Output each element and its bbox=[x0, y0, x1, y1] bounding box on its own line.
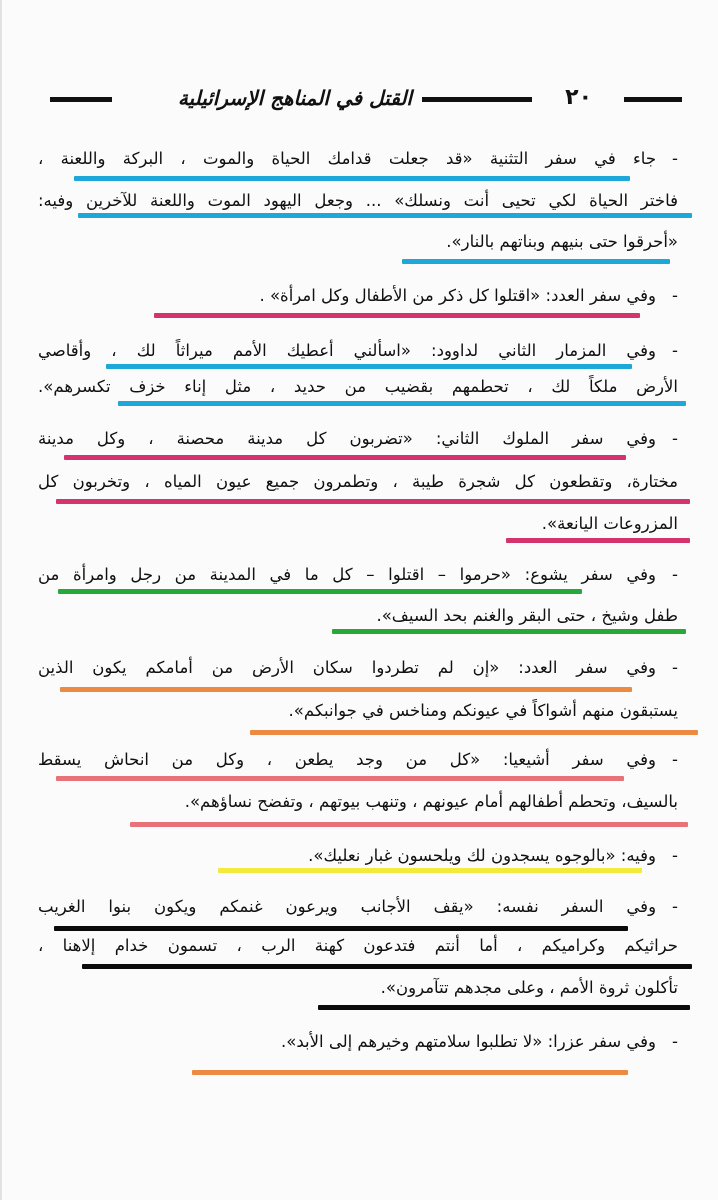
text-line: طفل وشيخ ، حتى البقر والغنم بحد السيف». bbox=[376, 606, 678, 625]
text-line: فاختر الحياة لكي تحيى أنت ونسلك» ... وجعل اليهود الموت واللعنة للآخرين وفيه: bbox=[38, 191, 678, 210]
text-line: -وفي سفر أشيعيا: «كل من وجد يطعن ، وكل من انحاش يسقط bbox=[38, 750, 678, 769]
highlight-underline bbox=[318, 1005, 690, 1010]
bullet-dash: - bbox=[672, 565, 678, 584]
text-line: تأكلون ثروة الأمم ، وعلى مجدهم تتآمرون». bbox=[380, 978, 678, 997]
text-line: الأرض ملكاً لك ، تحطمهم بقضيب من حديد ، مثل إناء خزف تكسرهم». bbox=[38, 377, 678, 396]
bullet-dash: - bbox=[672, 750, 678, 769]
highlight-underline bbox=[506, 538, 690, 543]
highlight-underline bbox=[402, 259, 670, 264]
highlight-underline bbox=[118, 401, 686, 406]
bullet-dash: - bbox=[672, 341, 678, 360]
bullet-dash: - bbox=[672, 429, 678, 448]
header-rule-right bbox=[624, 97, 682, 102]
bullet-dash: - bbox=[672, 658, 678, 677]
highlight-underline bbox=[58, 589, 582, 594]
page-title: القتل في المناهج الإسرائيلية bbox=[177, 86, 412, 110]
highlight-underline bbox=[56, 499, 690, 504]
text-line: بالسيف، وتحطم أطفالهم أمام عيونهم ، وتنهب بيوتهم ، وتفضح نساؤهم». bbox=[184, 792, 678, 811]
highlight-underline bbox=[332, 629, 686, 634]
highlight-underline bbox=[64, 455, 626, 460]
highlight-underline bbox=[218, 868, 642, 873]
text-line: -جاء في سفر التثنية «قد جعلت قدامك الحياة والموت ، البركة واللعنة ، bbox=[38, 149, 678, 168]
page-number: ٢٠ bbox=[565, 85, 592, 110]
header-rule-middle bbox=[422, 97, 532, 102]
highlight-underline bbox=[82, 964, 692, 969]
highlight-underline bbox=[74, 176, 630, 181]
highlight-underline bbox=[54, 926, 628, 931]
highlight-underline bbox=[250, 730, 698, 735]
text-line: حراثيكم وكراميكم ، أما أنتم فتدعون كهنة الرب ، تسمون خدام إلاهنا ، bbox=[38, 936, 678, 955]
bullet-dash: - bbox=[672, 286, 678, 305]
page-header bbox=[42, 84, 682, 118]
highlight-underline bbox=[192, 1070, 628, 1075]
highlight-underline bbox=[60, 687, 632, 692]
text-line: «أحرقوا حتى بنيهم وبناتهم بالنار». bbox=[446, 232, 678, 251]
bullet-dash: - bbox=[672, 897, 678, 916]
text-line: المزروعات اليانعة». bbox=[541, 514, 678, 533]
text-line: -وفي سفر يشوع: «حرموا – اقتلوا – كل ما في المدينة من رجل وامرأة من bbox=[38, 565, 678, 584]
highlight-underline bbox=[154, 313, 640, 318]
text-line: -وفي سفر العدد: «اقتلوا كل ذكر من الأطفال وكل امرأة» . bbox=[259, 286, 678, 305]
text-line: -وفيه: «بالوجوه يسجدون لك ويلحسون غبار نعليك». bbox=[308, 846, 678, 865]
header-rule-left bbox=[50, 97, 112, 102]
text-line: -وفي المزمار الثاني لداوود: «اسألني أعطيك الأمم ميراثاً لك ، وأقاصي bbox=[38, 341, 678, 360]
bullet-dash: - bbox=[672, 1032, 678, 1051]
text-line: -وفي سفر العدد: «إن لم تطردوا سكان الأرض من أمامكم يكون الذين bbox=[38, 658, 678, 677]
text-line: -وفي السفر نفسه: «يقف الأجانب ويرعون غنمكم ويكون بنوا الغريب bbox=[38, 897, 678, 916]
highlight-underline bbox=[106, 364, 632, 369]
highlight-underline bbox=[78, 213, 692, 218]
highlight-underline bbox=[130, 822, 688, 827]
bullet-dash: - bbox=[672, 846, 678, 865]
bullet-dash: - bbox=[672, 149, 678, 168]
text-line: يستبقون منهم أشواكاً في عيونكم ومناخس في جوانبكم». bbox=[288, 701, 678, 720]
highlight-underline bbox=[56, 776, 624, 781]
text-line: -وفي سفر الملوك الثاني: «تضربون كل مدينة محصنة ، وكل مدينة bbox=[38, 429, 678, 448]
text-line: -وفي سفر عزرا: «لا تطلبوا سلامتهم وخيرهم إلى الأبد». bbox=[280, 1032, 678, 1051]
text-line: مختارة، وتقطعون كل شجرة طيبة ، وتطمرون جميع عيون المياه ، وتخربون كل bbox=[38, 472, 678, 491]
